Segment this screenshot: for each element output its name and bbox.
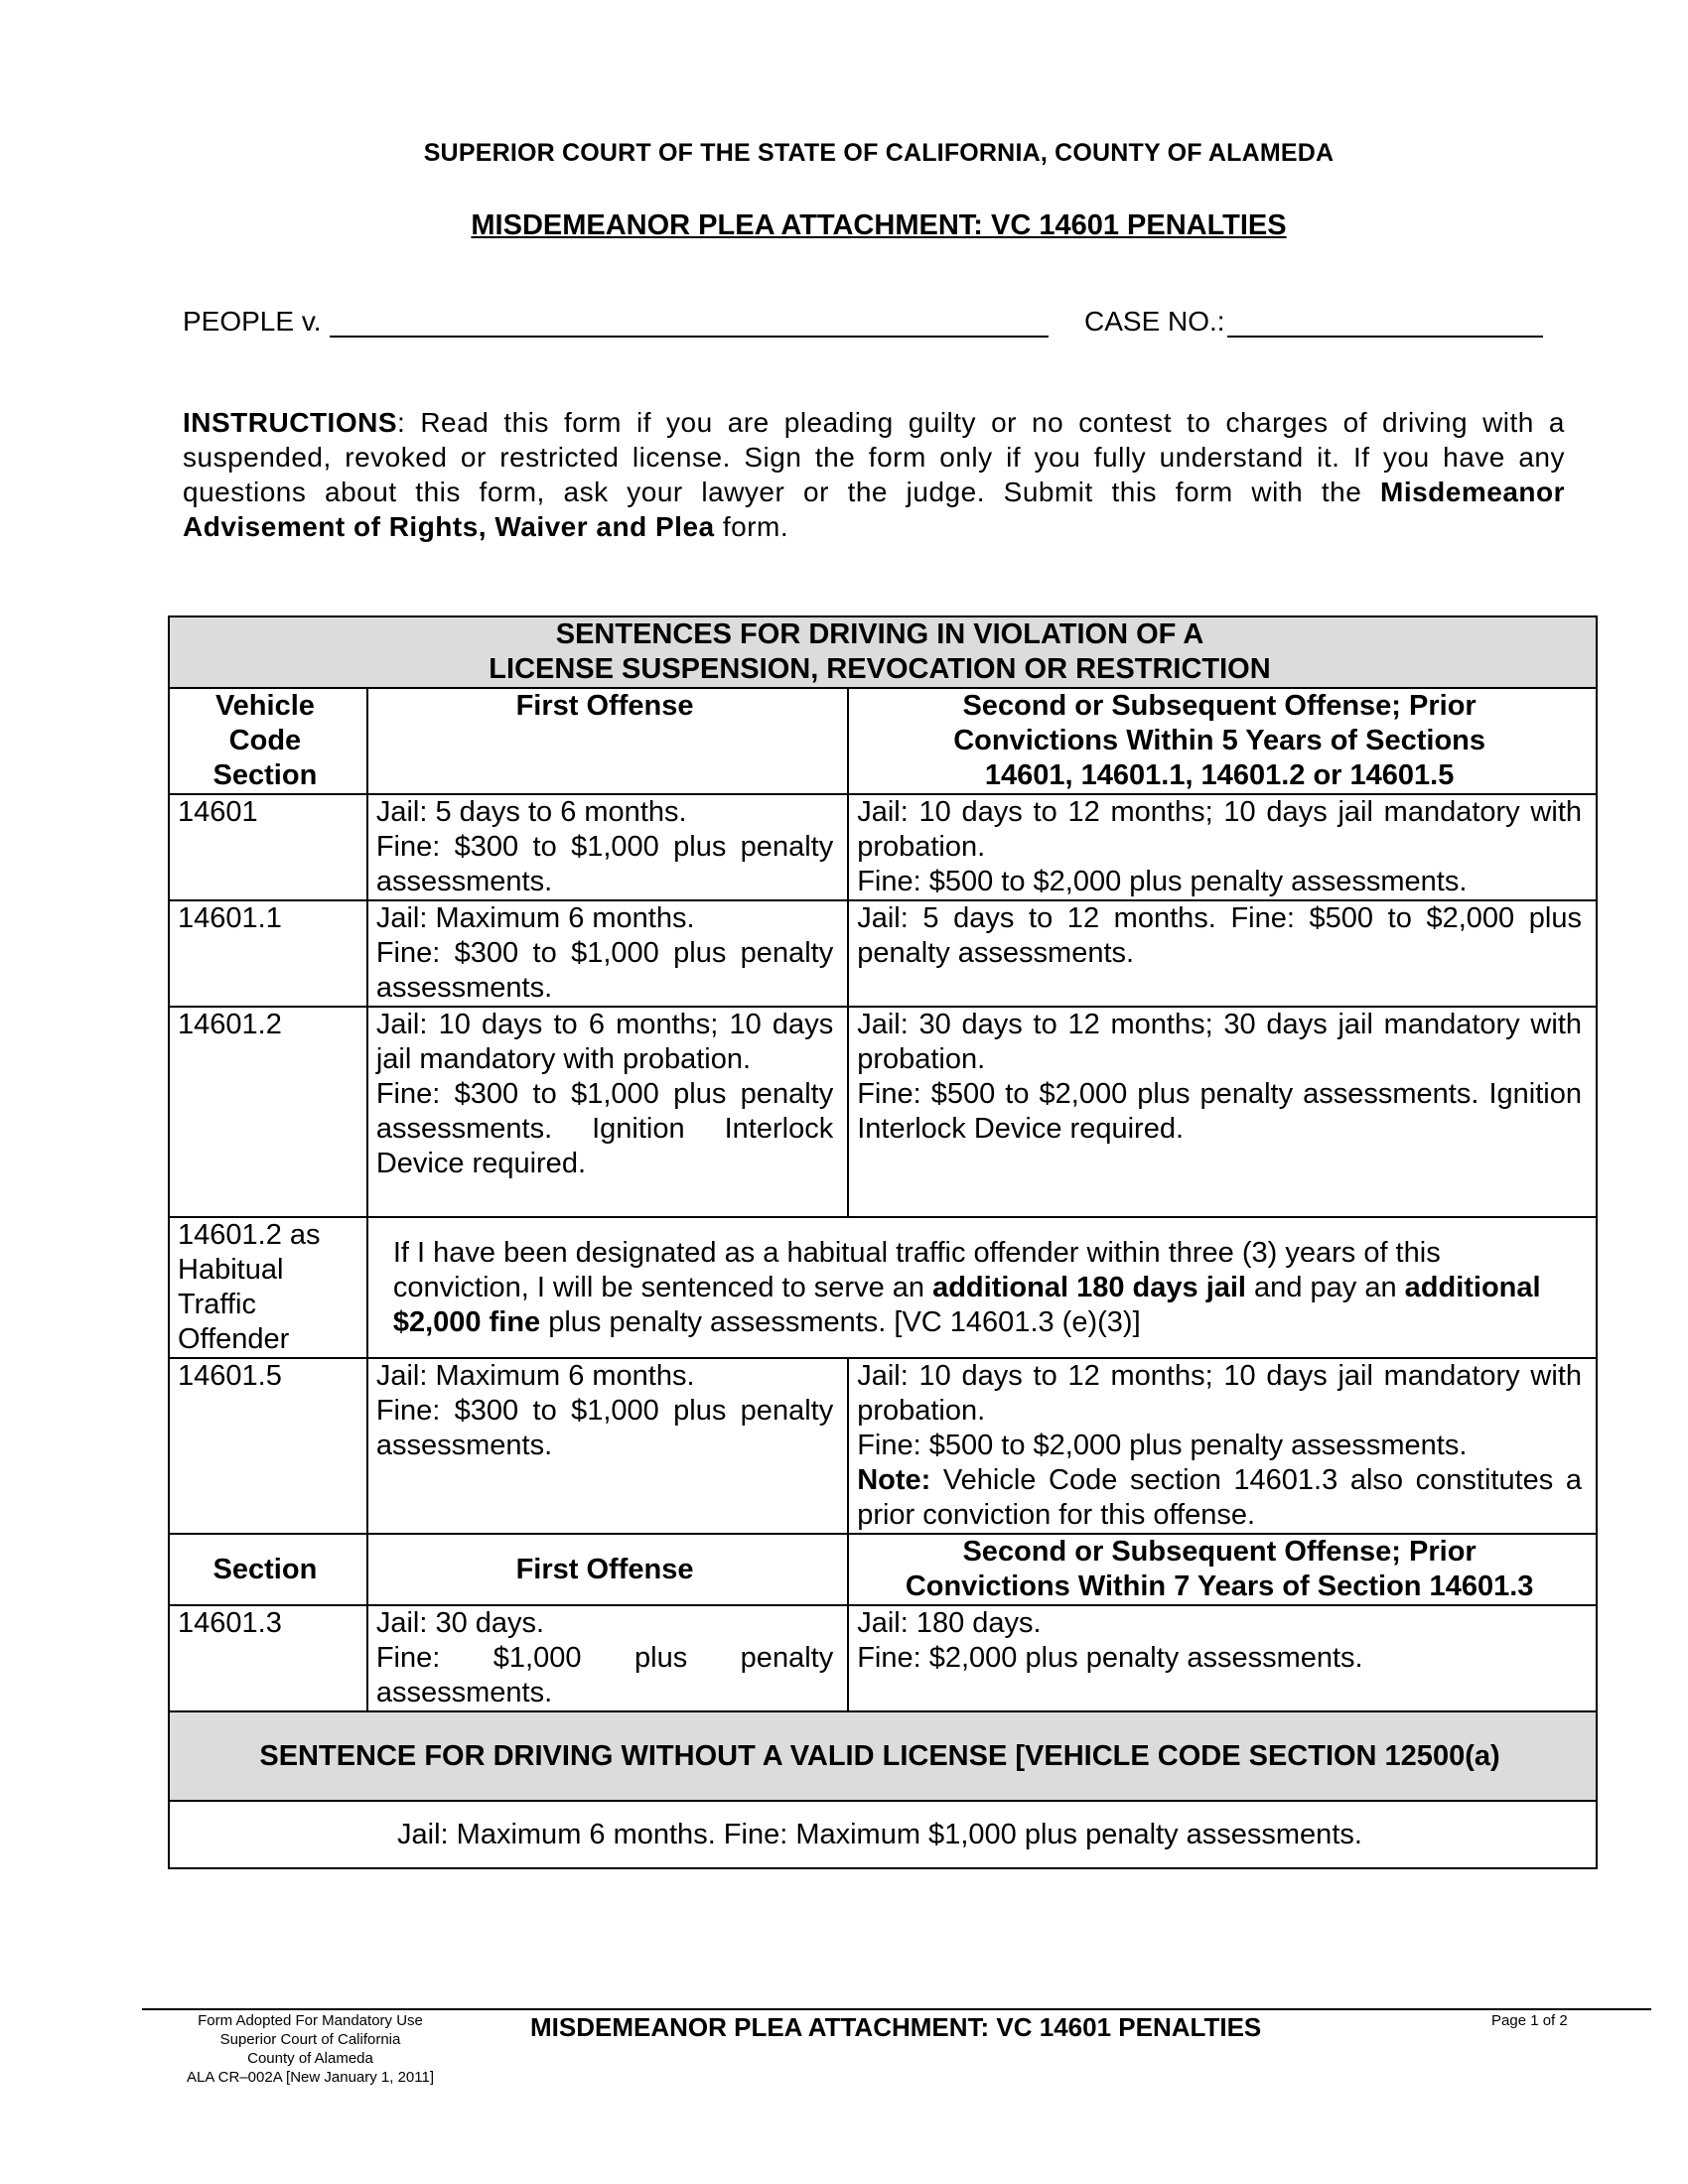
no-license-text: Jail: Maximum 6 months. Fine: Maximum $1,000 plus penalty assessments. [169,1801,1597,1868]
case-caption [1084,306,1543,338]
table-title-line2: LICENSE SUSPENSION, REVOCATION OR RESTRICTION [489,653,1271,685]
people-caption [183,306,1049,338]
habitual-text-b: and pay an [1246,1271,1405,1303]
section-cell: 14601.1 [169,900,367,1007]
second-offense-fine: Fine: $2,000 plus penalty assessments. [857,1642,1363,1674]
first-offense-jail: Jail: Maximum 6 months. [375,1360,695,1392]
header-second-line2: Convictions Within 5 Years of Sections [953,725,1486,756]
first-offense-fine: Fine: $1,000 plus penalty assessments. [375,1642,834,1708]
people-name-field[interactable] [330,308,1049,338]
header-second-line3: 14601, 14601.1, 14601.2 or 14601.5 [984,759,1455,791]
case-label: CASE NO.: [1084,306,1225,337]
first-offense-jail: Jail: Maximum 6 months. [375,902,695,934]
section-cell: 14601.2 [169,1007,367,1217]
habitual-bold-jail: additional 180 days jail [932,1271,1246,1303]
second-offense-fine: Fine: $500 to $2,000 plus penalty assessments. [857,1430,1468,1461]
footer-adopted: Form Adopted For Mandatory Use [198,2012,423,2029]
instructions-paragraph [183,405,1565,544]
header2-second-line2: Convictions Within 7 Years of Section 14601.3 [905,1570,1534,1602]
footer-divider [142,2008,1651,2010]
first-offense-jail: Jail: 30 days. [375,1607,545,1639]
header2-first-offense: First Offense [367,1534,848,1605]
instructions-text-b: form. [714,511,789,542]
header-section-line3: Section [212,759,318,791]
table-row [169,1007,1597,1217]
header-second-offense [848,688,1597,794]
second-offense-fine: Fine: $500 to $2,000 plus penalty assessments. Ignition Interlock Device required. [857,1078,1582,1145]
table-row [169,794,1597,900]
first-offense-cell [367,1358,848,1534]
footer-county: County of Alameda [247,2050,373,2067]
footer-form-info [149,2011,472,2087]
second-offense-cell [848,900,1597,1007]
second-offense-cell [848,1007,1597,1217]
first-offense-cell [367,900,848,1007]
second-offense-fine: Fine: $500 to $2,000 plus penalty assessments. [857,866,1468,897]
second-offense-jail: Jail: 30 days to 12 months; 30 days jail mandatory with probation. [857,1009,1582,1075]
note-label: Note: [857,1464,931,1496]
table-title-line1: SENTENCES FOR DRIVING IN VIOLATION OF A [555,618,1204,650]
note-text: Vehicle Code section 14601.3 also constitutes a prior conviction for this offense. [857,1464,1582,1531]
first-offense-cell [367,1007,848,1217]
no-license-title-row [169,1711,1597,1801]
second-offense-jail: Jail: 180 days. [857,1607,1042,1639]
first-offense-fine: Fine: $300 to $1,000 plus penalty assessments. [375,937,834,1004]
second-offense-cell [848,1358,1597,1534]
section-cell: 14601.5 [169,1358,367,1534]
table-header-row-2 [169,1534,1597,1605]
habitual-offender-row [169,1217,1597,1358]
header-first-offense: First Offense [367,688,848,794]
footer-form-number: ALA CR–002A [New January 1, 2011] [186,2069,435,2086]
second-offense-jail: Jail: 10 days to 12 months; 10 days jail mandatory with probation. [857,1360,1582,1427]
first-offense-cell [367,794,848,900]
table-title-row [169,616,1597,688]
instructions-form-name: Misdemeanor Advisement of Rights, Waiver and Plea [183,477,1565,542]
instructions-label: INSTRUCTIONS [183,407,397,438]
footer-court: Superior Court of California [219,2031,401,2048]
no-license-row [169,1801,1597,1868]
form-title: MISDEMEANOR PLEA ATTACHMENT: VC 14601 PENALTIES [471,209,1287,241]
page-number: Page 1 of 2 [1491,2012,1568,2029]
penalties-table [168,615,1598,1869]
table-row [169,900,1597,1007]
table-header-row [169,688,1597,794]
case-number-field[interactable] [1227,308,1543,338]
header2-section: Section [169,1534,367,1605]
section-cell: 14601.2 as Habitual Traffic Offender [169,1217,367,1358]
table-row [169,1605,1597,1711]
header-section-line2: Code [228,725,302,756]
section-cell: 14601 [169,794,367,900]
habitual-bold-fine: additional $2,000 fine [392,1271,1541,1338]
header-second-line1: Second or Subsequent Offense; Prior [962,690,1477,722]
header-section [169,688,367,794]
first-offense-jail: Jail: 5 days to 6 months. [375,796,687,828]
first-offense-cell [367,1605,848,1711]
first-offense-fine: Fine: $300 to $1,000 plus penalty assessments. [375,1395,834,1461]
second-offense-text: Jail: 5 days to 12 months. Fine: $500 to $2,000 plus penalty assessments. [857,902,1582,969]
table-title [169,616,1597,688]
second-offense-jail: Jail: 10 days to 12 months; 10 days jail mandatory with probation. [857,796,1582,863]
section-cell: 14601.3 [169,1605,367,1711]
footer-form-title: MISDEMEANOR PLEA ATTACHMENT: VC 14601 PENALTIES [530,2012,1262,2042]
first-offense-fine: Fine: $300 to $1,000 plus penalty assessments. Ignition Interlock Device required. [375,1078,834,1179]
court-title: SUPERIOR COURT OF THE STATE OF CALIFORNIA, COUNTY OF ALAMEDA [423,139,1335,167]
habitual-text-c: plus penalty assessments. [VC 14601.3 (e)(3)] [540,1305,1141,1338]
no-license-title: SENTENCE FOR DRIVING WITHOUT A VALID LICENSE [VEHICLE CODE SECTION 12500(a) [169,1711,1597,1801]
first-offense-fine: Fine: $300 to $1,000 plus penalty assessments. [375,831,834,897]
first-offense-jail: Jail: 10 days to 6 months; 10 days jail mandatory with probation. [375,1009,834,1075]
habitual-text-a: If I have been designated as a habitual traffic offender within three (3) years of this conviction, I will be sentenced to serve an [392,1236,1441,1303]
header2-second-line1: Second or Subsequent Offense; Prior [962,1536,1477,1568]
table-row [169,1358,1597,1534]
header2-second-offense [848,1534,1597,1605]
second-offense-note [857,1463,1582,1533]
second-offense-cell [848,794,1597,900]
habitual-offender-text [367,1217,1597,1358]
second-offense-cell [848,1605,1597,1711]
instructions-text-a: : Read this form if you are pleading guilty or no contest to charges of driving with a suspended, revoked or restricted license. Sign the form only if you fully understand it. If you have any questions about this form, ask your lawyer or the judge. Submit this form with the [183,407,1565,507]
header-section-line1: Vehicle [214,690,315,722]
people-label: PEOPLE v. [183,306,322,337]
